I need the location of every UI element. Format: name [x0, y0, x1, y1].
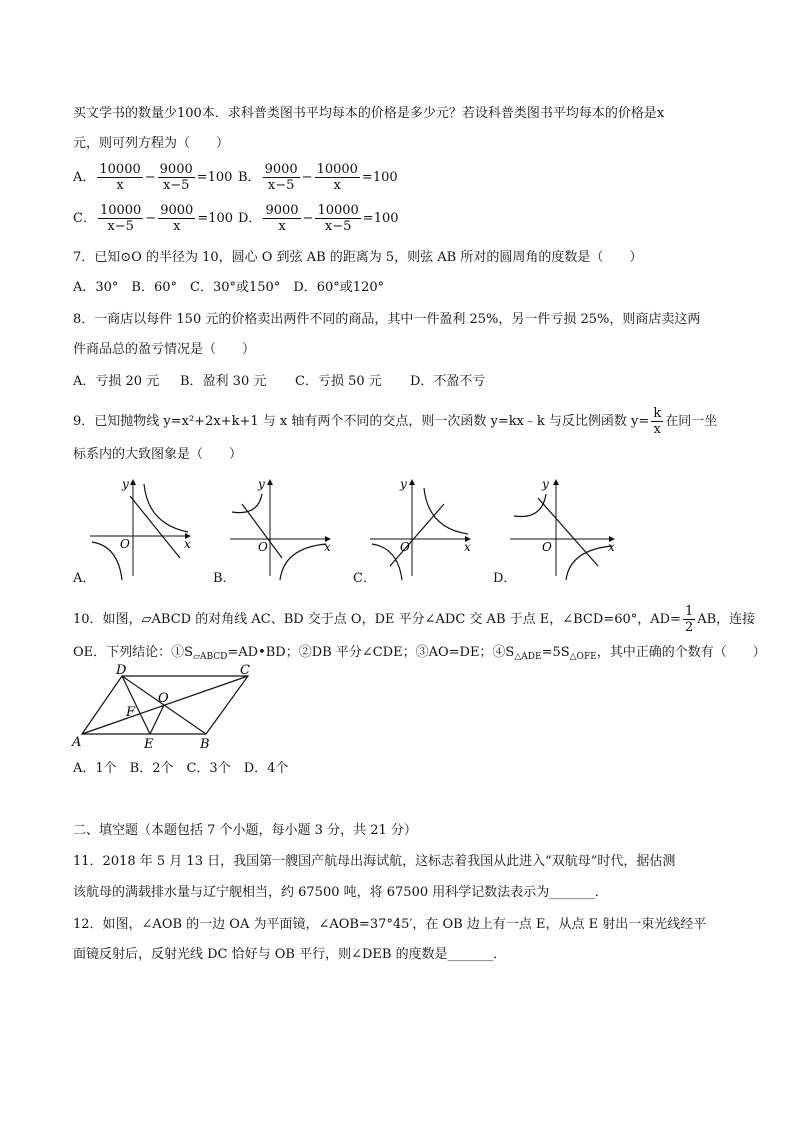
q6-line1: 买文学书的数量少100本．求科普类图书平均每本的价格是多少元？若设科普类图书平均每本的价格是x: [73, 106, 665, 121]
label-o: O: [158, 691, 169, 706]
denominator: x: [116, 178, 124, 193]
denominator: x−5: [267, 178, 295, 193]
fraction: [97, 162, 142, 193]
q10-line1-text: 10．如图，▱ABCD 的对角线 AC、BD 交于点 O，DE 平分∠ADC 交 AB 于点 E，∠BCD=60°，AD=: [73, 612, 681, 627]
label-c: C: [240, 664, 250, 678]
q10-parallelogram-figure: [70, 664, 260, 754]
q9-line1: [73, 406, 717, 437]
fraction: [263, 162, 300, 193]
x-label: x: [184, 537, 191, 551]
q6-line2: 元，则可列方程为（ ）: [73, 136, 230, 151]
label-f: F: [126, 705, 136, 720]
hyperbola-branch: [566, 546, 612, 580]
q9-graph-c: [368, 476, 473, 581]
q12-line2: 面镜反射后，反射光线 DC 恰好与 OB 平行，则∠DEB 的度数是_______．: [73, 947, 507, 962]
line-graph: [538, 498, 598, 566]
q6-option-b: [238, 162, 398, 193]
q8-option-c: C．亏损 50 元: [295, 374, 382, 389]
denominator: x: [333, 178, 341, 193]
q10-text: OE．下列结论：①S: [73, 645, 194, 660]
q9-option-d: D．: [493, 571, 517, 586]
origin-label: O: [542, 540, 552, 554]
hyperbola-branch: [92, 542, 122, 580]
q9-line1-tail: 在同一坐: [665, 414, 718, 429]
denominator: x: [653, 422, 661, 437]
q7-text: 7．已知⊙O 的半径为 10，圆心 O 到弦 AB 的距离为 5，则弦 AB 所对的圆周角的度数是（ ）: [73, 250, 643, 265]
hyperbola-branch: [424, 488, 468, 534]
q10-line2: [73, 644, 766, 666]
denominator: x−5: [107, 219, 134, 234]
denominator: 2: [684, 620, 694, 635]
x-label: x: [324, 540, 331, 554]
denominator: x−5: [324, 219, 352, 234]
subscript: △ADE: [514, 652, 542, 662]
q9-line1-text: 9．已知抛物线 y=x²+2x+k+1 与 x 轴有两个不同的交点，则一次函数 y=kx﹣k 与反比例函数 y=: [73, 414, 650, 429]
hyperbola-branch: [144, 484, 188, 532]
fraction-k-over-x: [651, 406, 663, 437]
q6-option-a: [73, 162, 232, 193]
q8-option-b: B．盈利 30 元: [180, 374, 267, 389]
subscript: △OFE: [569, 652, 597, 662]
rhs: =100: [361, 170, 398, 185]
origin-label: O: [400, 540, 410, 554]
x-label: x: [464, 540, 471, 554]
q9-graph-a: [88, 476, 193, 581]
operator: −: [302, 211, 314, 226]
numerator: 10000: [99, 162, 141, 177]
numerator: 1: [684, 604, 694, 619]
numerator: 9000: [160, 203, 194, 218]
section-title-fill-in: 二、填空题（本题包括 7 个小题，每小题 3 分，共 21 分）: [73, 823, 417, 838]
q9-option-a: A．: [73, 571, 96, 586]
hyperbola-branch: [514, 494, 546, 517]
q9-line2: 标系内的大致图象是（ ）: [73, 447, 243, 462]
operator: −: [145, 211, 157, 226]
q10-text: =5S: [541, 645, 570, 660]
q6-option-d: [238, 203, 399, 234]
q9-graph-d: [508, 476, 618, 581]
numerator: 10000: [317, 203, 359, 218]
q10-line1-tail: AB，连接: [697, 612, 756, 627]
label-e: E: [144, 737, 154, 752]
y-label: y: [258, 477, 265, 491]
numerator: k: [653, 406, 662, 421]
label-d: D: [116, 664, 127, 678]
y-label: y: [542, 477, 549, 491]
q11-line1: 11．2018 年 5 月 13 日，我国第一艘国产航母出海试航，这标志着我国从此进入“双航母”时代，据估测: [73, 854, 676, 869]
numerator: 10000: [316, 162, 358, 177]
line-graph: [390, 504, 444, 566]
operator: −: [301, 170, 313, 185]
label-b: B: [200, 737, 210, 752]
denominator: x−5: [162, 178, 190, 193]
fraction: [315, 162, 360, 193]
q10-text: ，其中正确的个数有（ ）: [596, 645, 766, 660]
rhs: =100: [196, 170, 233, 185]
numerator: 9000: [264, 162, 298, 177]
q6-option-c: [73, 203, 233, 234]
q9-graph-b: [228, 476, 333, 581]
label-a: A: [72, 735, 82, 750]
q8-option-a: A．亏损 20 元: [73, 374, 160, 389]
q10-options: A．1个 B．2个 C．3个 D．4个: [73, 761, 289, 776]
q10-text: =AD•BD；②DB 平分∠CDE；③AO=DE；④S: [227, 645, 515, 660]
rhs: =100: [362, 211, 399, 226]
option-label: C．: [73, 211, 96, 226]
q10-line1: [73, 604, 755, 635]
x-label: x: [608, 540, 615, 554]
q8-line1: 8．一商店以每件 150 元的价格卖出两件不同的商品，其中一件盈利 25%，另一件亏损 25%，则商店卖这两: [73, 312, 701, 327]
origin-label: O: [120, 537, 130, 551]
numerator: 9000: [265, 203, 299, 218]
y-label: y: [122, 477, 129, 491]
numerator: 10000: [99, 203, 142, 218]
fraction: [98, 203, 143, 234]
origin-label: O: [258, 540, 268, 554]
option-label: D．: [238, 211, 262, 226]
denominator: x: [173, 219, 181, 234]
q9-option-c: C．: [353, 571, 376, 586]
q9-option-b: B．: [213, 571, 236, 586]
hyperbola-branch: [280, 544, 326, 580]
rhs: =100: [197, 211, 234, 226]
hyperbola-branch: [372, 544, 402, 580]
fraction: [158, 162, 195, 193]
operator: −: [144, 170, 156, 185]
numerator: 9000: [159, 162, 193, 177]
fraction: [315, 203, 360, 234]
denominator: x: [278, 219, 286, 234]
fraction: [158, 203, 195, 234]
q11-line2: 该航母的满载排水量与辽宁舰相当，约 67500 吨，将 67500 用科学记数法表示为_______．: [73, 885, 608, 900]
q8-line2: 件商品总的盈亏情况是（ ）: [73, 342, 256, 357]
option-label: B．: [238, 170, 261, 185]
q8-option-d: D．不盈不亏: [410, 374, 486, 389]
q12-line1: 12．如图，∠AOB 的一边 OA 为平面镜，∠AOB=37°45′，在 OB 边上有一点 E，从点 E 射出一束光线经平: [73, 917, 707, 932]
option-label: A．: [73, 170, 96, 185]
subscript: ▱ABCD: [193, 652, 228, 662]
fraction-one-half: [683, 604, 695, 635]
q7-options: A．30° B．60° C．30°或150° D．60°或120°: [73, 280, 385, 295]
fraction: [263, 203, 300, 234]
y-label: y: [400, 477, 407, 491]
